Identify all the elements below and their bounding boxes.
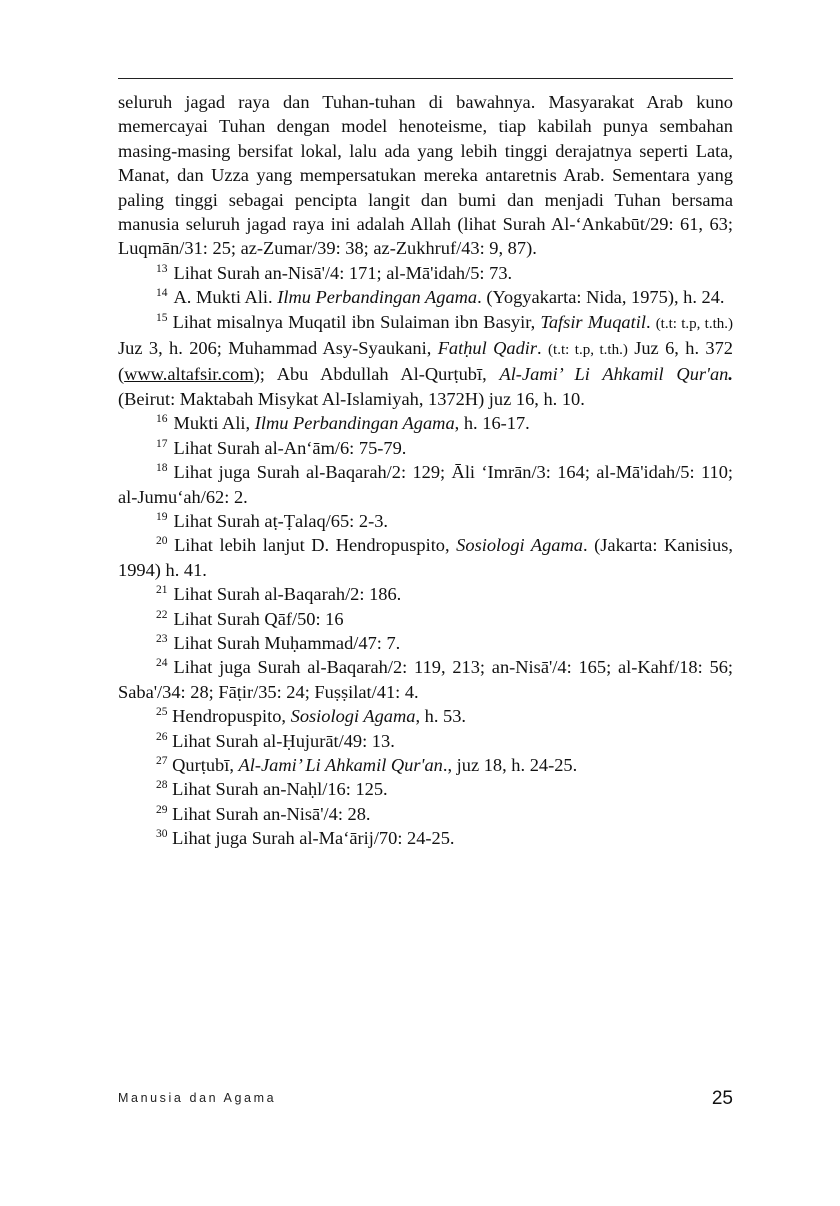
footnote-number: 20 (156, 535, 168, 548)
footnote-22: $^{22}$ Lihat Surah Qāf/50: 16 (156, 608, 344, 629)
footnote-30: $^{30}$ Lihat juga Surah al-Ma‘ārij/70: 24-25. (156, 828, 455, 849)
footnote-13: $^{13}$ Lihat Surah an-Nisā'/4: 171; al-Mā'idah/5: 73. (156, 262, 513, 283)
book-title: Al-Jami’ Li Ahkamil Qur'an (499, 364, 729, 385)
footnote-28: $^{28}$ Lihat Surah an-Naḥl/16: 125. (156, 779, 388, 800)
footnote-26: $^{26}$ Lihat Surah al-Ḥujurāt/49: 13. (156, 730, 395, 751)
footnote-number: 21 (156, 584, 168, 597)
footnote-number: 23 (156, 632, 168, 645)
running-footer-title: Manusia dan Agama (118, 1091, 277, 1105)
footnote-continuation: seluruh jagad raya dan Tuhan-tuhan di bawahnya. Masyarakat Arab kuno memercayai Tuhan dengan model henoteisme, tiap kabilah punya sembahan masing-masing bersifat lokal, lalu ada yang lebih tinggi derajatnya seperti Lata, Manat, dan Uzza yang mempersatukan mereka antaretnis Arab. Sementara yang paling tinggi sebagai pencipta langit dan bumi dan menjadi Tuhan bersama manusia seluruh jagad raya ini adalah Allah (lihat Surah Al-‘Ankabūt/29: 61, 63; Luqmān/31: 25; az-Zumar/39: 38; az-Zukhruf/43: 9, 87). (118, 92, 733, 259)
footnote-separator-rule (118, 78, 733, 79)
footnote-15: $^{15}$ Lihat misalnya Muqatil ibn Sulaiman ibn Basyir, Tafsir Muqatil. (t.t: t.p, t.th.) Juz 3, h. 206; Muhammad Asy-Syaukani, Fatḥul Qadir. (t.t: t.p, t.th.) Juz 6, h. 372 (www.altafsir.com); Abu Abdullah Al-Qurṭubī, Al-Jami’ Li Ahkamil Qur'an. (Beirut: Maktabah Misykat Al-Islamiyah, 1372H) juz 16, h. 10. (118, 311, 734, 409)
footnote-17: $^{17}$ Lihat Surah al-An‘ām/6: 75-79. (156, 437, 407, 458)
footnote-23: $^{23}$ Lihat Surah Muḥammad/47: 7. (156, 632, 401, 653)
footnote-21: $^{21}$ Lihat Surah al-Baqarah/2: 186. (156, 584, 402, 605)
footnote-number: 18 (156, 462, 168, 475)
book-title: Ilmu Perbandingan Agama (277, 287, 478, 308)
book-title: Sosiologi Agama (290, 706, 416, 727)
footnote-20: $^{20}$ Lihat lebih lanjut D. Hendropuspito, Sosiologi Agama. (Jakarta: Kanisius, 1994) h. 41. (118, 535, 733, 580)
book-title: Tafsir Muqatil (540, 311, 646, 332)
footnote-number: 14 (156, 287, 168, 300)
footnote-number: 24 (156, 657, 168, 670)
footnote-number: 26 (156, 730, 168, 743)
footnote-27: $^{27}$ Qurṭubī, Al-Jami’ Li Ahkamil Qur'an., juz 18, h. 24-25. (156, 754, 578, 775)
footnote-19: $^{19}$ Lihat Surah aṭ-Ṭalaq/65: 2-3. (156, 510, 388, 531)
book-title: Fatḥul Qadir (437, 338, 538, 359)
footnote-18: $^{18}$ Lihat juga Surah al-Baqarah/2: 129; Āli ‘Imrān/3: 164; al-Mā'idah/5: 110; al-Jumu‘ah/62: 2. (118, 462, 733, 507)
footnote-24: $^{24}$ Lihat juga Surah al-Baqarah/2: 119, 213; an-Nisā'/4: 165; al-Kahf/18: 56; Saba'/34: 28; Fāṭir/35: 24; Fuṣṣilat/41: 4. (118, 657, 733, 702)
book-title: Sosiologi Agama (456, 535, 583, 556)
footnote-number: 13 (156, 262, 168, 275)
book-title: Ilmu Perbandingan Agama (254, 413, 455, 434)
footnote-number: 15 (156, 311, 168, 324)
book-title: Al-Jami’ Li Ahkamil Qur'an (238, 754, 443, 775)
footnotes-section (118, 90, 733, 851)
footnote-number: 16 (156, 413, 168, 426)
footnote-number: 22 (156, 608, 168, 621)
website-link[interactable]: www.altafsir.com (124, 364, 254, 385)
footnote-number: 25 (156, 706, 168, 719)
footnote-16: $^{16}$ Mukti Ali, Ilmu Perbandingan Agama, h. 16-17. (156, 413, 530, 434)
footnote-number: 30 (156, 828, 168, 841)
footnote-number: 17 (156, 437, 168, 450)
footnote-29: $^{29}$ Lihat Surah an-Nisā'/4: 28. (156, 803, 371, 824)
footnote-number: 28 (156, 779, 168, 792)
footnote-25: $^{25}$ Hendropuspito, Sosiologi Agama, h. 53. (156, 706, 467, 727)
footnote-number: 19 (156, 510, 168, 523)
footnote-14: $^{14}$ A. Mukti Ali. Ilmu Perbandingan Agama. (Yogyakarta: Nida, 1975), h. 24. (156, 287, 725, 308)
page-number: 25 (711, 1088, 733, 1109)
footnote-number: 29 (156, 803, 168, 816)
footnote-number: 27 (156, 754, 168, 767)
